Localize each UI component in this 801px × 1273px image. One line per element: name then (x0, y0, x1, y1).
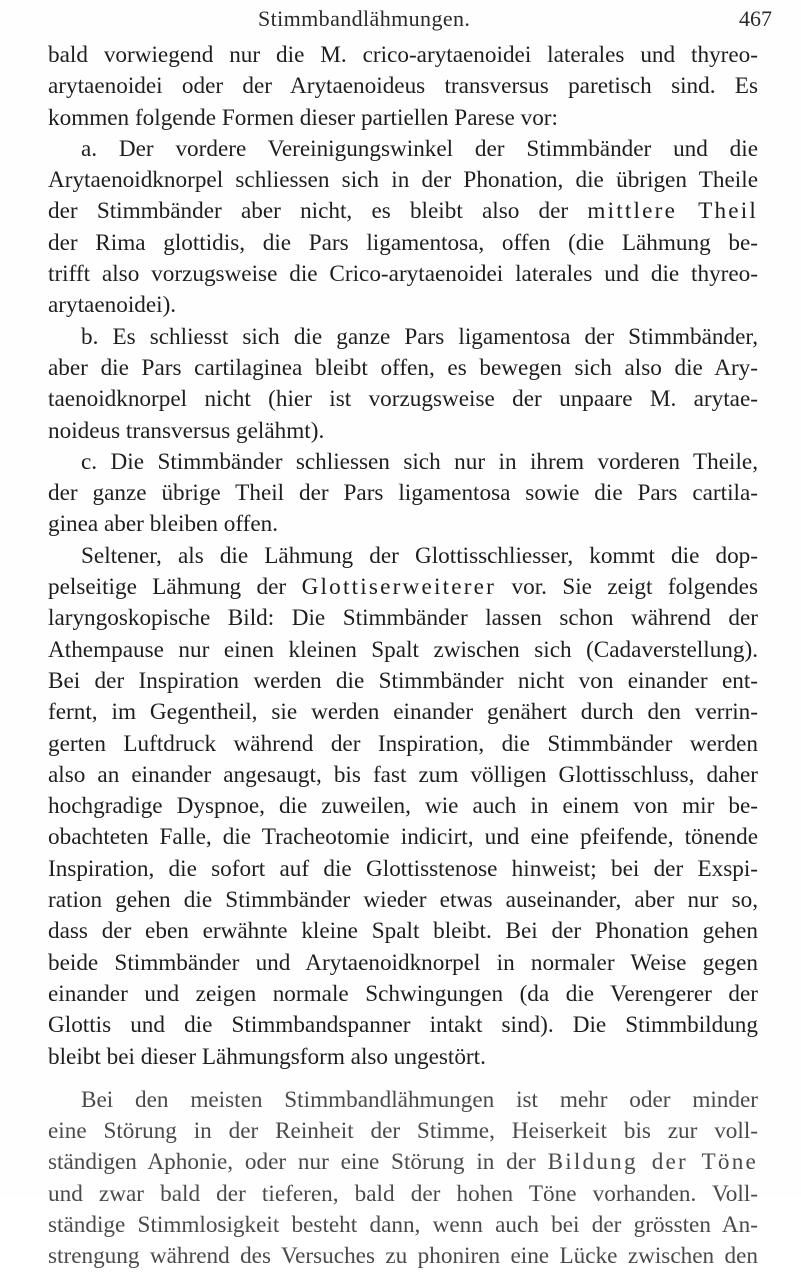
text-line: fernt, im Gegentheil, sie werden einander genähert durch den verrin- (48, 699, 758, 726)
text-line: dass der eben erwähnte kleine Spalt bleibt. Bei der Phonation gehen (48, 918, 758, 945)
text-line (48, 196, 758, 227)
text-line: und zwar bald der tieferen, bald der hohen Töne vorhanden. Voll- (48, 1180, 758, 1207)
text-line: hochgradige Dyspnoe, die zuweilen, wie auch in einem von mir be- (48, 793, 758, 820)
text-line: ginea aber bleiben offen. (48, 511, 279, 538)
text-line: c. Die Stimmbänder schliessen sich nur in ihrem vorderen Theile, (81, 448, 758, 475)
text-line: arytaenoidei). (48, 292, 177, 319)
text-line: bald vorwiegend nur die M. crico-arytaenoidei laterales und thyreo- (48, 42, 758, 68)
text-line: ständige Stimmlosigkeit besteht dann, wenn auch bei der grössten An- (48, 1211, 758, 1238)
text-line: a. Der vordere Vereinigungswinkel der Stimmbänder und die (81, 135, 758, 162)
text-line: Bei der Inspiration werden die Stimmbänder nicht von einander ent- (48, 667, 758, 694)
text-span: pelseitige Lähmung der (48, 574, 287, 601)
text-line: Glottis und die Stimmbandspanner intakt sind). Die Stimmbildung (48, 1012, 758, 1039)
text-line: der Rima glottidis, die Pars ligamentosa, offen (die Lähmung be- (48, 229, 758, 256)
text-line: bleibt bei dieser Lähmungsform also ungestört. (48, 1043, 486, 1070)
text-line: eine Störung in der Reinheit der Stimme, Heiserkeit bis zur voll- (48, 1118, 758, 1145)
text-line: Seltener, als die Lähmung der Glottisschliesser, kommt die dop- (81, 542, 758, 569)
text-line: taenoidknorpel nicht (hier ist vorzugsweise der unpaare M. arytae- (48, 386, 758, 413)
emphasis-text: Glottiserweiterer (301, 574, 497, 601)
emphasis-text: Bildung der Töne (547, 1149, 759, 1176)
text-line: ration gehen die Stimmbänder wieder etwas auseinander, aber nur so, (48, 887, 758, 914)
text-line: Arytaenoidknorpel schliessen sich in der Phonation, die übrigen Theile (48, 167, 758, 194)
text-line: einander und zeigen normale Schwingungen (da die Verengerer der (48, 980, 758, 1007)
text-line: trifft also vorzugsweise die Crico-arytaenoidei laterales und die thyreo- (48, 261, 758, 288)
text-line: beide Stimmbänder und Arytaenoidknorpel in normaler Weise gegen (48, 949, 758, 976)
running-title: Stimmbandlähmungen. (258, 6, 471, 31)
text-line (48, 1147, 758, 1178)
text-line: kommen folgende Formen dieser partiellen Parese vor: (48, 104, 558, 131)
text-span: vor. Sie zeigt folgendes (511, 574, 759, 601)
text-line: Athempause nur einen kleinen Spalt zwischen sich (Cadaverstellung). (48, 636, 758, 663)
text-line: laryngoskopische Bild: Die Stimmbänder lassen schon während der (48, 605, 758, 632)
page-number: 467 (739, 6, 772, 31)
text-line: arytaenoidei oder der Arytaenoideus transversus paretisch sind. Es (48, 73, 758, 100)
paragraph-gap (48, 1073, 758, 1085)
text-line: b. Es schliesst sich die ganze Pars ligamentosa der Stimmbänder, (81, 323, 758, 350)
text-line: obachteten Falle, die Tracheotomie indicirt, und eine pfeifende, tönende (48, 824, 758, 851)
text-line: gerten Luftdruck während der Inspiration, die Stimmbänder werden (48, 730, 758, 757)
page-header (0, 4, 801, 32)
text-span: der Stimmbänder aber nicht, es bleibt also der (48, 198, 569, 225)
text-line: also an einander angesaugt, bis fast zum völligen Glottisschluss, daher (48, 761, 758, 788)
text-line (48, 572, 758, 603)
text-line: Inspiration, die sofort auf die Glottisstenose hinweist; bei der Exspi- (48, 855, 758, 882)
text-line: noideus transversus gelähmt). (48, 417, 325, 444)
text-line: strengung während des Versuches zu phoniren eine Lücke zwischen den (48, 1243, 758, 1270)
text-line: der ganze übrige Theil der Pars ligamentosa sowie die Pars cartila- (48, 480, 758, 507)
body-text (48, 40, 758, 1273)
text-line: Bei den meisten Stimmbandlähmungen ist mehr oder minder (81, 1086, 758, 1113)
emphasis-text: mittlere Theil (587, 198, 759, 225)
text-span: ständigen Aphonie, oder nur eine Störung in der (48, 1149, 536, 1176)
text-line: aber die Pars cartilaginea bleibt offen, es bewegen sich also die Ary- (48, 354, 758, 381)
